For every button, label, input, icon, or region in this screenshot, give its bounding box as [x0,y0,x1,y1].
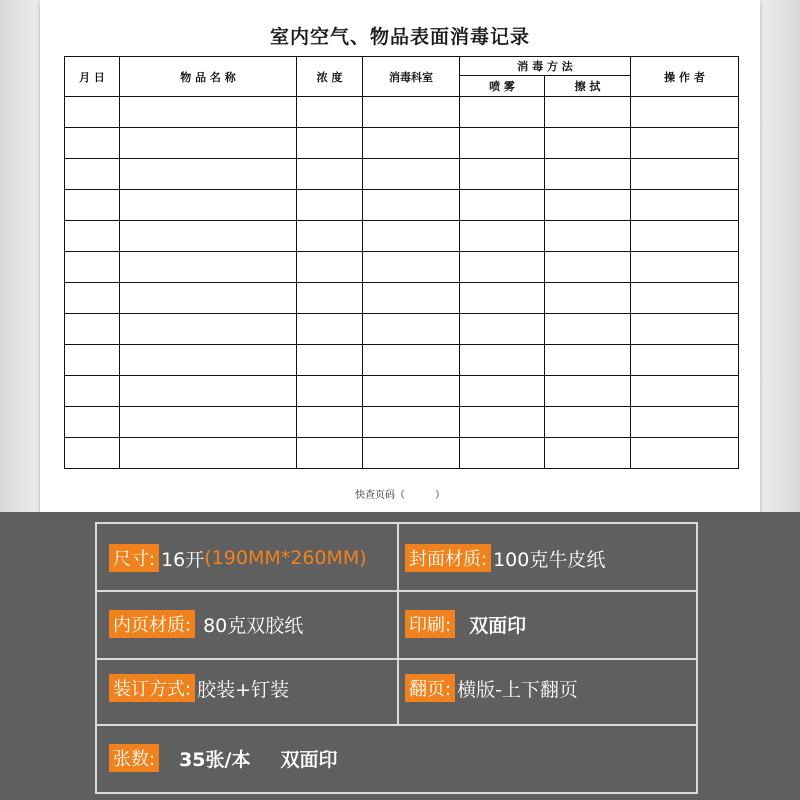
header-department: 消毒科室 [363,57,460,97]
table-cell [631,252,739,283]
table-cell [65,221,120,252]
table-row [65,190,739,221]
record-body [65,97,739,469]
table-row [65,407,739,438]
table-cell [545,190,631,221]
table-cell [363,97,460,128]
table-row [65,221,739,252]
header-concentration: 浓 度 [297,57,363,97]
table-cell [297,283,363,314]
table-row [65,376,739,407]
record-sheet [40,0,760,514]
table-cell [65,190,120,221]
table-cell [363,128,460,159]
table-cell [297,438,363,469]
spec-flip-value: 横版-上下翻页 [457,678,578,701]
table-cell [545,252,631,283]
table-row [65,159,739,190]
spec-sheets-label: 张数: [109,744,159,772]
table-cell [460,128,545,159]
table-cell [297,97,363,128]
table-cell [460,159,545,190]
table-cell [120,252,297,283]
table-cell [65,376,120,407]
table-cell [65,283,120,314]
table-cell [297,221,363,252]
spec-size-value: 16开 [161,548,205,571]
table-cell [120,128,297,159]
table-cell [120,438,297,469]
table-cell [65,407,120,438]
table-cell [363,190,460,221]
spec-sheets-value: 35张/本 [179,748,251,771]
table-cell [120,97,297,128]
table-cell [297,190,363,221]
spec-cover-value: 100克牛皮纸 [493,548,606,571]
spec-inner-value: 80克双胶纸 [203,614,304,637]
table-cell [460,97,545,128]
table-cell [120,190,297,221]
table-cell [120,407,297,438]
spec-print-value: 双面印 [469,614,527,637]
header-item-name: 物 品 名 称 [120,57,297,97]
table-cell [545,221,631,252]
table-row [65,252,739,283]
table-cell [65,252,120,283]
table-row [65,283,739,314]
spec-flip-label: 翻页: [405,674,455,702]
table-row [65,314,739,345]
table-cell [65,438,120,469]
table-cell [363,252,460,283]
table-cell [545,314,631,345]
table-cell [545,97,631,128]
spec-print-label: 印刷: [405,610,455,638]
spec-print [405,610,526,638]
spec-flip [405,674,578,702]
table-row [65,97,739,128]
table-cell [631,128,739,159]
table-cell [460,252,545,283]
table-cell [545,128,631,159]
table-cell [120,159,297,190]
table-cell [363,376,460,407]
spec-size [109,544,367,572]
table-cell [631,438,739,469]
table-cell [363,283,460,314]
spec-binding-value: 胶装+钉装 [197,678,289,701]
spec-inner-label: 内页材质: [109,610,195,638]
table-cell [65,314,120,345]
table-cell [120,345,297,376]
table-cell [460,221,545,252]
table-cell [545,283,631,314]
spec-size-detail: (190MM*260MM) [204,547,367,569]
table-cell [297,159,363,190]
table-cell [297,128,363,159]
table-cell [65,345,120,376]
spec-cover [405,544,605,572]
table-cell [120,314,297,345]
spec-divider-3 [97,724,696,726]
spec-divider-vertical [397,524,399,724]
spec-binding [109,674,289,702]
table-row [65,345,739,376]
table-cell [65,159,120,190]
spec-sheets-print: 双面印 [280,748,338,771]
header-spray: 喷 雾 [460,76,545,97]
table-cell [363,407,460,438]
table-cell [631,283,739,314]
sheet-title: 室内空气、物品表面消毒记录 [269,26,530,48]
table-cell [363,221,460,252]
spec-divider-2 [97,658,696,660]
table-cell [120,376,297,407]
table-cell [120,283,297,314]
table-cell [363,314,460,345]
table-cell [460,438,545,469]
table-cell [363,345,460,376]
table-cell [297,314,363,345]
table-cell [631,97,739,128]
table-row [65,128,739,159]
table-cell [363,159,460,190]
table-cell [631,407,739,438]
table-cell [460,345,545,376]
header-wipe: 擦 拭 [545,76,631,97]
table-cell [631,221,739,252]
table-cell [545,345,631,376]
table-cell [545,159,631,190]
spec-grid [95,522,698,794]
table-row [65,438,739,469]
table-cell [545,407,631,438]
table-cell [460,190,545,221]
spec-divider-1 [97,590,696,592]
disinfection-record-table [64,56,739,469]
header-operator: 操 作 者 [631,57,739,97]
spec-size-label: 尺寸: [109,544,159,572]
spec-inner [109,610,303,638]
table-cell [545,376,631,407]
spec-cover-label: 封面材质: [405,544,491,572]
table-cell [363,438,460,469]
table-cell [631,345,739,376]
table-cell [65,97,120,128]
table-cell [65,128,120,159]
table-cell [297,252,363,283]
spec-sheets [109,744,337,772]
table-cell [460,283,545,314]
table-cell [460,314,545,345]
table-cell [297,376,363,407]
table-cell [297,407,363,438]
table-cell [545,438,631,469]
table-cell [631,314,739,345]
table-cell [631,190,739,221]
header-date: 月 日 [65,57,120,97]
table-cell [120,221,297,252]
table-cell [460,376,545,407]
table-cell [460,407,545,438]
spec-binding-label: 装订方式: [109,674,195,702]
header-method: 消 毒 方 法 [460,57,631,76]
table-cell [631,159,739,190]
table-cell [631,376,739,407]
table-cell [297,345,363,376]
page-code: 快查页码（ ） [355,490,445,501]
